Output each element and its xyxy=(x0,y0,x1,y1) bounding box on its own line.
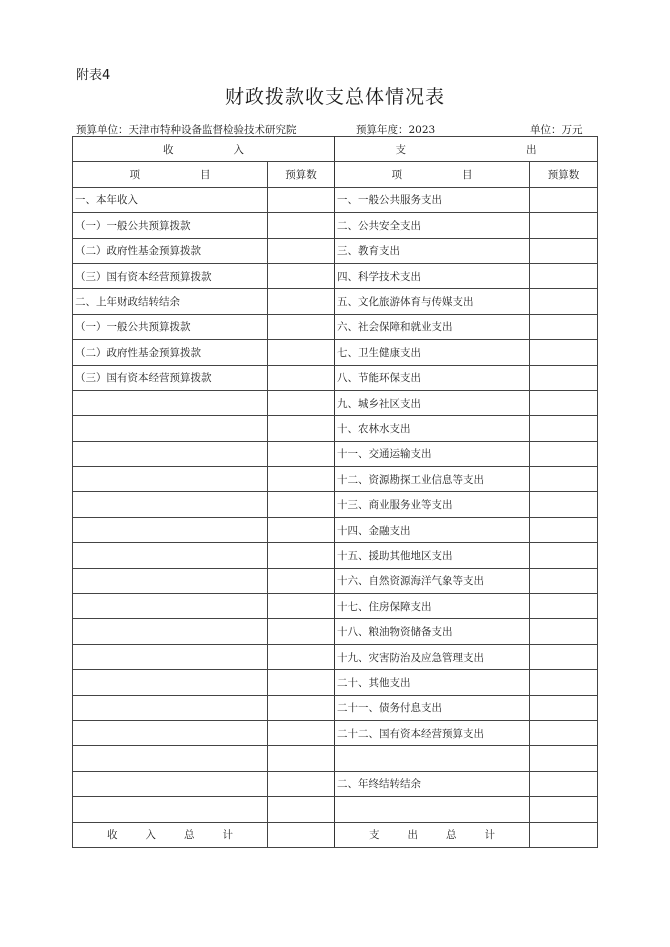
income-amount-cell xyxy=(268,390,335,415)
appendix-label: 附表4 xyxy=(76,68,111,83)
table-row xyxy=(73,670,598,695)
income-item-cell xyxy=(73,543,268,568)
expense-item-col-header xyxy=(335,162,530,187)
income-amount-cell xyxy=(268,670,335,695)
item-header-char: 项 xyxy=(391,169,402,182)
item-header-char: 目 xyxy=(200,169,211,182)
currency-unit: 单位：万元 xyxy=(530,124,583,136)
total-label-char: 出 xyxy=(407,829,418,842)
expense-item-cell xyxy=(335,797,530,822)
income-item-cell: （一）一般公共预算拨款 xyxy=(73,213,268,238)
expense-item-cell: 十一、交通运输支出 xyxy=(335,441,530,466)
income-amount-cell xyxy=(268,619,335,644)
table-row xyxy=(73,263,598,288)
table-row xyxy=(73,746,598,771)
expense-amount-cell xyxy=(530,467,598,492)
table-row xyxy=(73,314,598,339)
budget-table xyxy=(72,136,598,848)
expense-item-cell xyxy=(335,746,530,771)
table-row xyxy=(73,517,598,542)
income-item-cell xyxy=(73,695,268,720)
income-item-cell xyxy=(73,517,268,542)
expense-amount-cell xyxy=(530,746,598,771)
income-item-cell xyxy=(73,390,268,415)
expense-amount-cell xyxy=(530,416,598,441)
income-total-label xyxy=(73,822,268,847)
income-item-cell: （三）国有资本经营预算拨款 xyxy=(73,365,268,390)
total-label-char: 支 xyxy=(369,829,380,842)
income-amount-cell xyxy=(268,492,335,517)
table-row xyxy=(73,340,598,365)
expense-item-cell: 二、年终结转结余 xyxy=(335,771,530,796)
income-section-header xyxy=(73,137,335,162)
income-amount-cell xyxy=(268,568,335,593)
income-amount-cell xyxy=(268,517,335,542)
expense-item-cell: 二十一、债务付息支出 xyxy=(335,695,530,720)
income-amount-cell xyxy=(268,213,335,238)
expense-section-header xyxy=(335,137,598,162)
expense-header-char: 出 xyxy=(526,143,537,156)
column-header-row xyxy=(73,162,598,187)
expense-amount-cell xyxy=(530,543,598,568)
expense-item-cell: 七、卫生健康支出 xyxy=(335,340,530,365)
table-row xyxy=(73,771,598,796)
income-amount-cell xyxy=(268,340,335,365)
expense-item-cell: 十八、粮油物资储备支出 xyxy=(335,619,530,644)
expense-item-cell: 十九、灾害防治及应急管理支出 xyxy=(335,644,530,669)
expense-amount-cell xyxy=(530,238,598,263)
expense-total-amount xyxy=(530,822,598,847)
income-item-cell: （二）政府性基金预算拨款 xyxy=(73,238,268,263)
income-item-cell: （三）国有资本经营预算拨款 xyxy=(73,263,268,288)
total-label-char: 总 xyxy=(446,829,457,842)
income-amount-cell xyxy=(268,238,335,263)
expense-item-cell: 二十、其他支出 xyxy=(335,670,530,695)
table-row xyxy=(73,213,598,238)
expense-amount-cell xyxy=(530,340,598,365)
table-row xyxy=(73,594,598,619)
expense-amount-cell xyxy=(530,771,598,796)
table-row xyxy=(73,441,598,466)
table-row xyxy=(73,492,598,517)
item-header-char: 目 xyxy=(462,169,473,182)
table-row xyxy=(73,365,598,390)
income-item-cell xyxy=(73,746,268,771)
budget-year: 预算年度：2023 xyxy=(356,124,436,136)
income-amount-cell xyxy=(268,695,335,720)
income-header-char: 收 xyxy=(163,143,174,156)
table-row xyxy=(73,390,598,415)
income-amount-cell xyxy=(268,594,335,619)
income-amount-cell xyxy=(268,797,335,822)
table-row xyxy=(73,467,598,492)
income-amount-cell xyxy=(268,644,335,669)
budget-table-body xyxy=(73,137,598,848)
item-header-char: 项 xyxy=(129,169,140,182)
table-row xyxy=(73,619,598,644)
expense-amount-cell xyxy=(530,517,598,542)
income-item-cell: （二）政府性基金预算拨款 xyxy=(73,340,268,365)
expense-header-char: 支 xyxy=(395,143,406,156)
expense-amount-cell xyxy=(530,390,598,415)
expense-item-cell: 十四、金融支出 xyxy=(335,517,530,542)
income-amount-cell xyxy=(268,263,335,288)
total-label-char: 收 xyxy=(107,829,118,842)
expense-item-cell: 三、教育支出 xyxy=(335,238,530,263)
section-header-row xyxy=(73,137,598,162)
income-item-cell xyxy=(73,416,268,441)
total-label-char: 总 xyxy=(184,829,195,842)
expense-item-cell: 二、公共安全支出 xyxy=(335,213,530,238)
income-item-cell xyxy=(73,720,268,745)
total-label-char: 计 xyxy=(484,829,495,842)
expense-item-cell: 九、城乡社区支出 xyxy=(335,390,530,415)
income-amount-cell xyxy=(268,187,335,212)
table-row xyxy=(73,187,598,212)
expense-amount-col-header: 预算数 xyxy=(530,162,598,187)
expense-amount-cell xyxy=(530,695,598,720)
income-amount-col-header: 预算数 xyxy=(268,162,335,187)
table-row xyxy=(73,289,598,314)
expense-amount-cell xyxy=(530,441,598,466)
expense-item-cell: 一、一般公共服务支出 xyxy=(335,187,530,212)
income-amount-cell xyxy=(268,416,335,441)
page-title: 财政拨款收支总体情况表 xyxy=(224,86,445,108)
total-row xyxy=(73,822,598,847)
income-header-char: 入 xyxy=(233,143,244,156)
expense-item-cell: 八、节能环保支出 xyxy=(335,365,530,390)
total-label-char: 入 xyxy=(145,829,156,842)
income-item-cell xyxy=(73,568,268,593)
income-item-cell: 一、本年收入 xyxy=(73,187,268,212)
table-row xyxy=(73,416,598,441)
income-item-cell xyxy=(73,644,268,669)
income-item-cell xyxy=(73,492,268,517)
expense-item-cell: 四、科学技术支出 xyxy=(335,263,530,288)
income-amount-cell xyxy=(268,771,335,796)
expense-amount-cell xyxy=(530,594,598,619)
expense-amount-cell xyxy=(530,492,598,517)
expense-item-cell: 十五、援助其他地区支出 xyxy=(335,543,530,568)
budget-unit: 预算单位：天津市特种设备监督检验技术研究院 xyxy=(76,124,297,136)
income-total-amount xyxy=(268,822,335,847)
table-row xyxy=(73,238,598,263)
expense-amount-cell xyxy=(530,213,598,238)
expense-item-cell: 十七、住房保障支出 xyxy=(335,594,530,619)
table-row xyxy=(73,644,598,669)
table-row xyxy=(73,797,598,822)
income-item-cell xyxy=(73,797,268,822)
income-item-cell: 二、上年财政结转结余 xyxy=(73,289,268,314)
expense-amount-cell xyxy=(530,314,598,339)
expense-amount-cell xyxy=(530,289,598,314)
expense-item-cell: 五、文化旅游体育与传媒支出 xyxy=(335,289,530,314)
total-label-char: 计 xyxy=(222,829,233,842)
expense-total-label xyxy=(335,822,530,847)
income-item-cell xyxy=(73,441,268,466)
income-item-col-header xyxy=(73,162,268,187)
income-item-cell xyxy=(73,619,268,644)
expense-item-cell: 十六、自然资源海洋气象等支出 xyxy=(335,568,530,593)
expense-item-cell: 十、农林水支出 xyxy=(335,416,530,441)
expense-amount-cell xyxy=(530,568,598,593)
table-row xyxy=(73,720,598,745)
income-item-cell: （一）一般公共预算拨款 xyxy=(73,314,268,339)
expense-item-cell: 十二、资源勘探工业信息等支出 xyxy=(335,467,530,492)
income-amount-cell xyxy=(268,289,335,314)
income-amount-cell xyxy=(268,441,335,466)
table-row xyxy=(73,543,598,568)
expense-amount-cell xyxy=(530,797,598,822)
expense-amount-cell xyxy=(530,619,598,644)
expense-item-cell: 六、社会保障和就业支出 xyxy=(335,314,530,339)
income-item-cell xyxy=(73,670,268,695)
income-item-cell xyxy=(73,467,268,492)
income-amount-cell xyxy=(268,720,335,745)
expense-amount-cell xyxy=(530,720,598,745)
income-item-cell xyxy=(73,771,268,796)
expense-item-cell: 二十二、国有资本经营预算支出 xyxy=(335,720,530,745)
expense-amount-cell xyxy=(530,263,598,288)
expense-amount-cell xyxy=(530,644,598,669)
income-item-cell xyxy=(73,594,268,619)
expense-amount-cell xyxy=(530,187,598,212)
income-amount-cell xyxy=(268,746,335,771)
income-amount-cell xyxy=(268,365,335,390)
table-row xyxy=(73,695,598,720)
table-row xyxy=(73,568,598,593)
income-amount-cell xyxy=(268,314,335,339)
expense-amount-cell xyxy=(530,670,598,695)
income-amount-cell xyxy=(268,467,335,492)
expense-amount-cell xyxy=(530,365,598,390)
income-amount-cell xyxy=(268,543,335,568)
expense-item-cell: 十三、商业服务业等支出 xyxy=(335,492,530,517)
